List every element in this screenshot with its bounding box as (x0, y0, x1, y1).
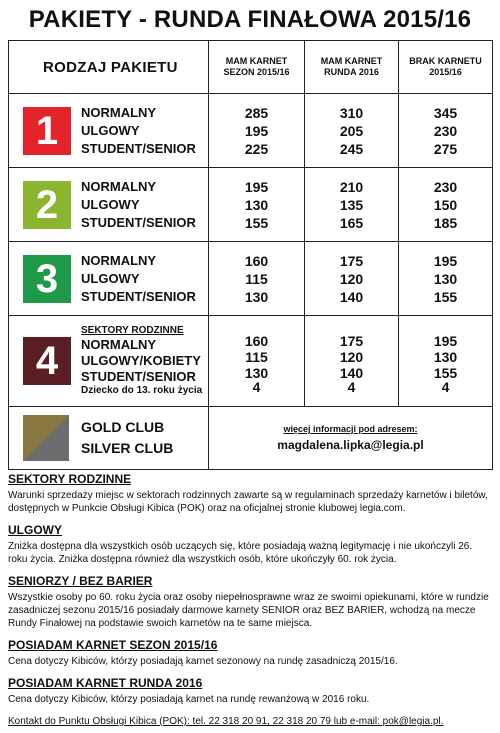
price-value: 245 (339, 140, 364, 157)
price-cell-brak (399, 94, 493, 168)
package-number-badge: 3 (23, 255, 71, 303)
price-value: 205 (339, 122, 364, 139)
price-cell-brak (399, 316, 493, 407)
package-category-cell (9, 316, 209, 407)
column-header-line: MAM KARNET (320, 56, 383, 66)
package-category-cell (9, 168, 209, 242)
package-number-badge: 4 (23, 337, 71, 385)
price-value: 230 (433, 122, 458, 139)
package-group-2 (9, 168, 493, 242)
column-header-brak (399, 41, 493, 94)
price-value: 195 (244, 178, 269, 195)
note-body: Wszystkie osoby po 60. roku życia oraz osoby niepełnosprawne wraz ze swoimi opiekunami, które w rundzie zasadniczej sezonu 2015/16 posiadały darmowe karnety SENIOR oraz BEZ BARIER, wchodzą na mecze Rundy Finałowej na podstawie swoich karnetów na te same miejsca. (8, 592, 489, 629)
contact-email-link[interactable]: magdalena.lipka@legia.pl (277, 438, 424, 452)
price-value: 195 (244, 122, 269, 139)
price-value: 285 (244, 104, 269, 121)
ticket-type-label: NORMALNY (81, 337, 157, 352)
note-body: Cena dotyczy Kibiców, którzy posiadają karnet sezonowy na rundę zasadniczą 2015/16. (8, 656, 398, 667)
column-header-line: RUNDA 2016 (324, 67, 379, 77)
column-header-runda (305, 41, 399, 94)
price-cell-sezon (209, 168, 305, 242)
note-heading: POSIADAM KARNET SEZON 2015/16 (8, 638, 218, 652)
price-value: 275 (433, 140, 458, 157)
price-value: 130 (433, 270, 458, 287)
rodzaj-pakietu-header: RODZAJ PAKIETU (9, 41, 209, 94)
price-cell-brak (399, 242, 493, 316)
price-value: 120 (339, 349, 364, 365)
package-category-cell (9, 242, 209, 316)
price-value: 135 (339, 196, 364, 213)
price-table (8, 40, 493, 470)
more-info-label: więcej informacji pod adresem: (283, 424, 418, 434)
note-heading: ULGOWY (8, 523, 62, 537)
note-body: Cena dotyczy Kibiców, którzy posiadają karnet na rundę rewanżową w 2016 roku. (8, 694, 370, 705)
price-value: 195 (433, 333, 458, 349)
column-header-line: SEZON 2015/16 (223, 67, 290, 77)
child-ticket-label: Dziecko do 13. roku życia (81, 385, 203, 396)
price-value: 130 (244, 196, 269, 213)
price-cell-runda (305, 316, 399, 407)
note-heading: POSIADAM KARNET RUNDA 2016 (8, 676, 203, 690)
package-category-cell (9, 94, 209, 168)
ticket-type-label: NORMALNY (81, 104, 157, 120)
price-value: 175 (339, 333, 364, 349)
ticket-type-label: STUDENT/SENIOR (81, 369, 196, 384)
price-value: 160 (244, 333, 269, 349)
family-sectors-subtitle: SEKTORY RODZINNE (81, 325, 184, 336)
ticket-type-label: ULGOWY (81, 122, 140, 138)
package-group-1 (9, 94, 493, 168)
price-value: 4 (347, 379, 356, 395)
silver-club-label: SILVER CLUB (81, 440, 174, 456)
note-body: Zniżka dostępna dla wszystkich osób uczących się, które posiadają ważną legitymację i nie ukończyli 26. roku życia. Zniżka dostępna również dla wszystkich osób, które ukończyły 60. rok życia. (8, 541, 473, 565)
club-packages-row (9, 407, 493, 470)
price-value: 115 (245, 270, 268, 287)
column-header-line: MAM KARNET (225, 56, 288, 66)
price-value: 130 (244, 365, 269, 381)
contact-footer: Kontakt do Punktu Obsługi Kibica (POK): tel. 22 318 20 91, 22 318 20 79 lub e-mail: pok@legia.pl. (8, 716, 444, 727)
ticket-type-label: ULGOWY (81, 196, 140, 212)
club-info-cell (209, 407, 493, 470)
price-value: 140 (339, 288, 364, 305)
price-value: 130 (244, 288, 269, 305)
price-value: 155 (433, 365, 458, 381)
gold-silver-club-icon (23, 415, 69, 461)
price-value: 155 (244, 214, 269, 231)
price-value: 130 (433, 349, 458, 365)
price-value: 115 (245, 349, 268, 365)
ticket-type-label: ULGOWY/KOBIETY (81, 353, 201, 368)
package-group-3 (9, 242, 493, 316)
gold-club-label: GOLD CLUB (81, 419, 165, 435)
column-header-sezon (209, 41, 305, 94)
price-value: 185 (433, 214, 458, 231)
ticket-type-label: STUDENT/SENIOR (81, 288, 196, 304)
price-value: 225 (244, 140, 269, 157)
price-value: 230 (433, 178, 458, 195)
price-cell-sezon (209, 94, 305, 168)
price-value: 120 (339, 270, 364, 287)
column-header-line: BRAK KARNETU (409, 56, 482, 66)
club-category-cell (9, 407, 209, 470)
price-cell-sezon (209, 316, 305, 407)
price-value: 4 (441, 379, 450, 395)
price-cell-sezon (209, 242, 305, 316)
price-value: 165 (339, 214, 364, 231)
package-group-4 (9, 316, 493, 407)
price-value: 155 (433, 288, 458, 305)
price-cell-runda (305, 94, 399, 168)
ticket-type-label: NORMALNY (81, 178, 157, 194)
note-heading: SENIORZY / BEZ BARIER (8, 574, 153, 588)
ticket-type-label: STUDENT/SENIOR (81, 214, 196, 230)
price-value: 150 (433, 196, 458, 213)
price-cell-runda (305, 168, 399, 242)
note-body: Warunki sprzedaży miejsc w sektorach rodzinnych zawarte są w regulaminach sprzedaży karnetów i biletów, dostępnych w Punkcie Obsługi Kibica (POK) oraz na oficjalnej stronie klubowej legia.com. (8, 490, 488, 514)
ticket-type-label: ULGOWY (81, 270, 140, 286)
package-number-badge: 2 (23, 181, 71, 229)
page-title: PAKIETY - RUNDA FINAŁOWA 2015/16 (28, 6, 472, 33)
column-header-line: 2015/16 (429, 67, 462, 77)
price-value: 175 (339, 252, 364, 269)
price-value: 4 (252, 379, 261, 395)
note-heading: SEKTORY RODZINNE (8, 472, 132, 486)
price-cell-brak (399, 168, 493, 242)
price-value: 310 (339, 104, 364, 121)
price-value: 210 (339, 178, 364, 195)
notes-section (8, 472, 492, 714)
price-cell-runda (305, 242, 399, 316)
ticket-type-label: NORMALNY (81, 252, 157, 268)
price-value: 195 (433, 252, 458, 269)
table-header-row (9, 41, 493, 94)
package-number-badge: 1 (23, 107, 71, 155)
price-value: 345 (433, 104, 458, 121)
ticket-type-label: STUDENT/SENIOR (81, 140, 196, 156)
price-value: 160 (244, 252, 269, 269)
price-value: 140 (339, 365, 364, 381)
